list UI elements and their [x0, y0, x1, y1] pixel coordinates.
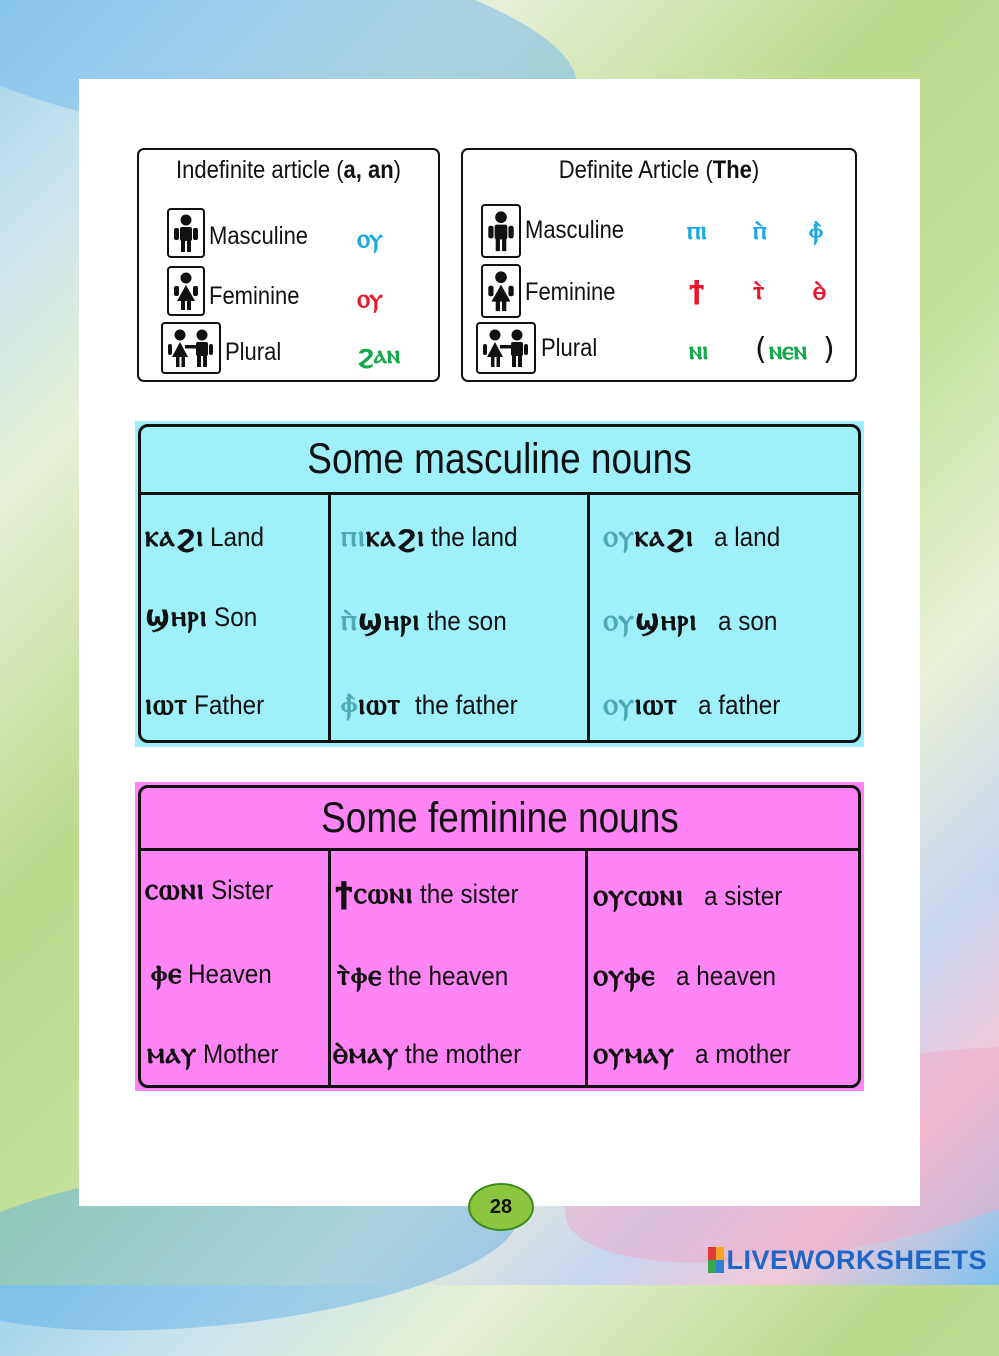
indefinite-noun-cell: ⲟⲩⲥⲱⲛⲓ a sister: [593, 878, 783, 913]
indefinite-article-title: Indefinite article (a, an): [175, 156, 402, 184]
masculine-boy-icon: [481, 204, 521, 258]
feminine-nouns-table: [138, 785, 861, 1088]
indefinite-noun-cell: ⲟⲩϣⲏⲣⲓ a son: [603, 603, 778, 638]
definite-article-title: Definite Article (The): [558, 156, 760, 184]
masculine-label: Masculine: [525, 216, 625, 244]
plural-indefinite-article: ϩⲁⲛ: [357, 340, 401, 370]
indefinite-noun-cell: ⲟⲩⲙⲁⲩ a mother: [593, 1036, 791, 1071]
masculine-definite-form: ⲫ̀: [809, 216, 823, 246]
indefinite-article-box: [137, 148, 440, 382]
feminine-label: Feminine: [209, 282, 300, 310]
masculine-indefinite-article: ⲟⲩ: [357, 224, 383, 254]
masculine-definite-form: ⲡⲓ: [687, 216, 707, 246]
definite-noun-cell: ⲡⲓⲕⲁϩⲓ the land: [341, 519, 518, 554]
noun-cell: ϣⲏⲣⲓ Son: [145, 599, 258, 634]
plural-definite-paren-open: (: [755, 332, 767, 367]
definite-article-box: [461, 148, 857, 382]
noun-cell: ⲓⲱⲧ Father: [145, 687, 265, 722]
masculine-nouns-title: Some masculine nouns: [141, 427, 858, 495]
plural-label: Plural: [225, 338, 282, 366]
plural-label: Plural: [541, 334, 598, 362]
feminine-nouns-title: Some feminine nouns: [141, 788, 858, 851]
column-divider: [328, 851, 331, 1085]
masculine-definite-form: ⲡ̀: [753, 216, 767, 246]
brand-name: LIVEWORKSHEETS: [726, 1244, 987, 1275]
plural-definite-form: ⲛⲉⲛ: [769, 336, 807, 366]
definite-noun-cell: ⲑ̀ⲙⲁⲩ the mother: [333, 1036, 522, 1071]
liveworksheets-brand[interactable]: [708, 1245, 987, 1275]
definite-noun-cell: ⲡ̀ϣⲏⲣⲓ the son: [341, 603, 507, 638]
feminine-definite-form: ⲧ̀: [753, 276, 765, 306]
feminine-label: Feminine: [525, 278, 616, 306]
noun-cell: ⲫⲉ Heaven: [151, 956, 273, 991]
feminine-girl-icon: [167, 266, 205, 316]
plural-definite-paren-close: ): [823, 332, 835, 367]
noun-cell: ⲥⲱⲛⲓ Sister: [145, 872, 274, 907]
plural-children-icon: [476, 322, 536, 374]
masculine-label: Masculine: [209, 222, 309, 250]
liveworksheets-logo-icon: [708, 1247, 724, 1273]
masculine-nouns-table: [138, 424, 861, 743]
feminine-definite-form: ⲑ̀: [813, 276, 826, 306]
page-number-badge: 28: [468, 1183, 534, 1231]
noun-cell: ⲕⲁϩⲓ Land: [145, 519, 265, 554]
noun-cell: ⲙⲁⲩ Mother: [147, 1036, 279, 1071]
masculine-boy-icon: [167, 208, 205, 258]
indefinite-noun-cell: ⲟⲩⲕⲁϩⲓ a land: [603, 519, 781, 554]
definite-noun-cell: ⲧ̀ⲫⲉ the heaven: [337, 958, 509, 993]
feminine-indefinite-article: ⲟⲩ: [357, 284, 383, 314]
column-divider: [328, 495, 331, 740]
feminine-girl-icon: [481, 264, 521, 318]
definite-noun-cell: ϯⲥⲱⲛⲓ the sister: [335, 876, 519, 911]
plural-children-icon: [161, 322, 221, 374]
plural-definite-form: ⲛⲓ: [689, 336, 709, 366]
indefinite-noun-cell: ⲟⲩⲫⲉ a heaven: [593, 958, 776, 993]
column-divider: [585, 851, 588, 1085]
indefinite-noun-cell: ⲟⲩⲓⲱⲧ a father: [603, 687, 781, 722]
column-divider: [587, 495, 590, 740]
definite-noun-cell: ⲫ̀ⲓⲱⲧ the father: [341, 687, 518, 722]
feminine-definite-form: ϯ: [689, 276, 705, 306]
